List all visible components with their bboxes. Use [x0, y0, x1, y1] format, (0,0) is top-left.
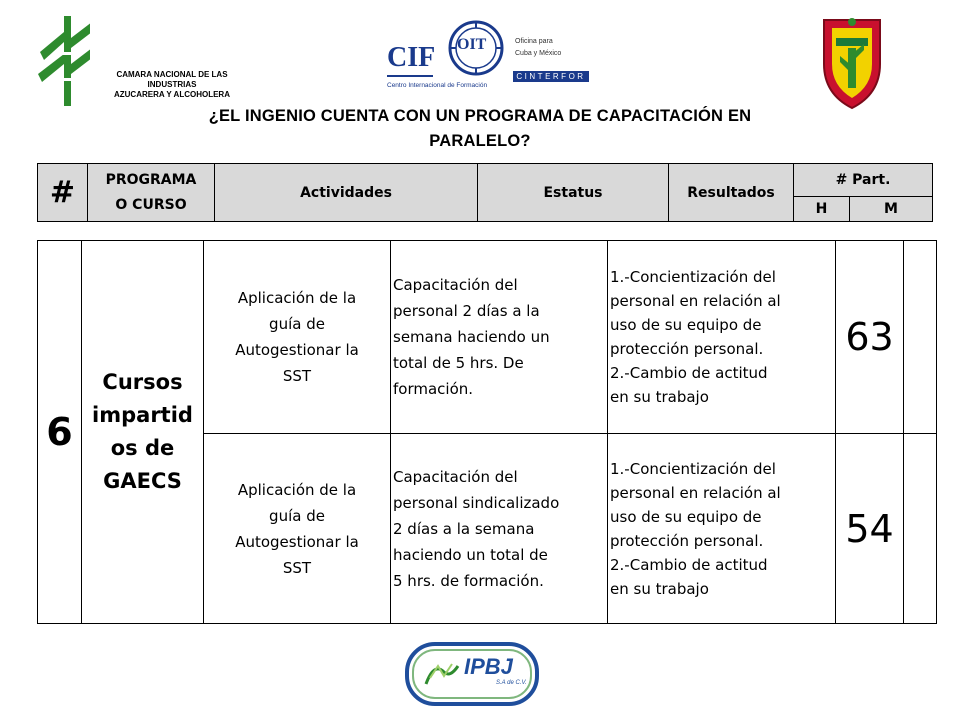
- cif-wordmark: CIF: [387, 42, 436, 73]
- ipbj-wordmark: IPBJ: [464, 654, 513, 679]
- cif-underline: [387, 75, 433, 77]
- oit-office-text: Oficina para Cuba y México: [515, 38, 562, 57]
- col-header-participantes: # Part.: [794, 164, 933, 197]
- estatus-cell: Capacitación del personal sindicalizado 2 días a la semana haciendo un total de 5 hrs. de formación.: [391, 434, 608, 624]
- participants-m-cell: [904, 241, 937, 434]
- actividad-cell: Aplicación de la guía de Autogestionar la SST: [204, 241, 391, 434]
- oit-wordmark: OIT: [457, 36, 487, 53]
- crest-shield-icon: [818, 14, 886, 110]
- actividad-cell: Aplicación de la guía de Autogestionar la SST: [204, 434, 391, 624]
- cinterfor-label: CINTERFOR: [513, 71, 589, 82]
- resultados-cell: 1.-Concientización del personal en relación al uso de su equipo de protección personal. 2.-Cambio de actitud en su trabajo: [608, 434, 836, 624]
- estatus-cell: Capacitación del personal 2 días a la semana haciendo un total de 5 hrs. De formación.: [391, 241, 608, 434]
- camara-nacional-logo: [30, 12, 260, 112]
- resultados-cell: 1.-Concientización del personal en relación al uso de su equipo de protección personal. 2.-Cambio de actitud en su trabajo: [608, 241, 836, 434]
- row-number: 6: [38, 241, 82, 624]
- program-table: [37, 240, 937, 624]
- col-header-number: #: [38, 164, 88, 222]
- table-row: [38, 241, 937, 434]
- ipbj-subtitle: S.A de C.V.: [496, 680, 527, 686]
- col-header-resultados: Resultados: [669, 164, 794, 222]
- col-header-estatus: Estatus: [478, 164, 669, 222]
- curso-name: Cursos impartid os de GAECS: [82, 241, 204, 624]
- col-header-h: H: [794, 197, 850, 222]
- participants-h-cell: 54: [836, 434, 904, 624]
- ingenio-crest-logo: [818, 14, 886, 110]
- page-title: ¿EL INGENIO CUENTA CON UN PROGRAMA DE CAPACITACIÓN EN PARALELO?: [208, 107, 752, 150]
- col-header-m: M: [850, 197, 933, 222]
- sugarcane-icon: [30, 12, 90, 112]
- cif-oit-logo: [385, 20, 595, 100]
- ipbj-logo: [404, 638, 540, 710]
- header-table: [37, 163, 933, 222]
- participants-m-cell: [904, 434, 937, 624]
- col-header-programa: PROGRAMA O CURSO: [88, 164, 215, 222]
- cif-subtitle: Centro Internacional de Formación: [387, 82, 488, 89]
- camara-org-name: CAMARA NACIONAL DE LAS INDUSTRIAS AZUCARERA Y ALCOHOLERA: [113, 70, 230, 99]
- participants-h-cell: 63: [836, 241, 904, 434]
- col-header-actividades: Actividades: [215, 164, 478, 222]
